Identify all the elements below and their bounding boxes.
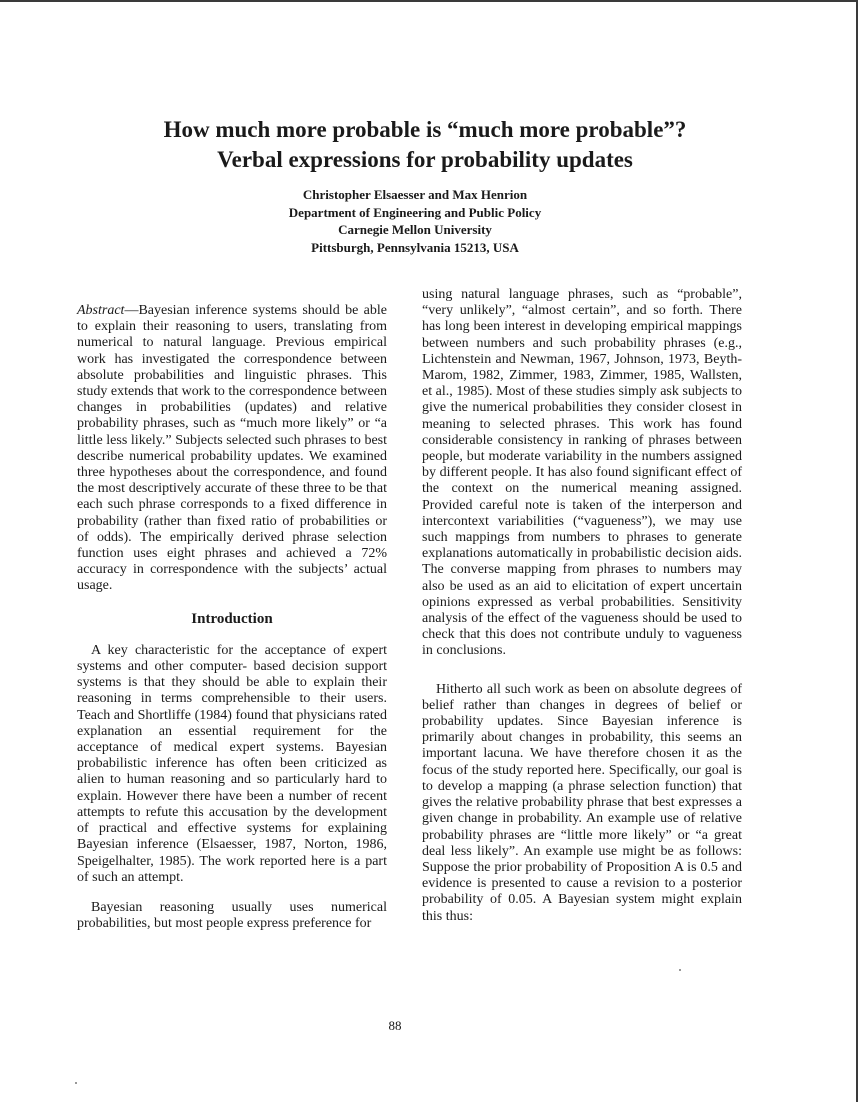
abstract-paragraph	[77, 303, 387, 595]
author-block	[100, 186, 730, 256]
intro-paragraph-2: Bayesian reasoning usually uses numerical probabilities, but most people express preference for	[77, 899, 387, 932]
scan-border-top	[0, 0, 858, 8]
abstract-text: —Bayesian inference systems should be able to explain their reasoning to users, translating from numerical to natural language. Previous empirical work has investigated the correspondence between absolute probabilities and linguistic phrases. This study extends that work to the correspondence between changes in probabilities (updates) and relative probability phrases, such as “much more likely” or “a little less likely.” Subjects selected such phrases to best describe numerical probability updates. We examined three hypotheses about the correspondence, and found the most descriptively accurate of these three to be that each such phrase corresponds to a fixed difference in probability (rather than fixed ratio of probabilities or of odds). The empirically derived phrase selection function uses eight phrases and achieved a 72% accuracy in correspondence with the subjects’ actual usage.	[77, 303, 387, 594]
author-university: Carnegie Mellon University	[338, 222, 492, 237]
author-department: Department of Engineering and Public Policy	[288, 204, 542, 220]
right-paragraph-1: using natural language phrases, such as “probable”, “very unlikely”, “almost certain”, and so forth. There has long been interest in developing empirical mappings between numbers and such probability phrases (e.g., Lichtenstein and Newman, 1967, Johnson, 1973, Beyth-Marom, 1982, Zimmer, 1983, Zimmer, 1985, Wallsten, et al., 1985). Most of these studies simply ask subjects to give the numerical probabilities they consider closest in meaning to selected phrases. This work has found considerable consistency in ranking of phrases between people, but moderate variability in the numbers assigned by different people. It has also found significant effect of the context on the numerical meaning assigned. Provided careful note is taken of the interperson and intercontext variabilities (“vagueness”), we may use such mappings from numbers to phrases to generate explanations automatically in probabilistic decision aids. The converse mapping from phrases to numbers may also be used as an aid to elicitation of expert uncertain opinions expressed as verbal probabilities. Sensitivity analysis of the effect of the vagueness should be used to check that this does not contribute unduly to vagueness in conclusions.	[422, 287, 742, 659]
left-column	[77, 303, 387, 932]
right-column	[422, 287, 742, 925]
title-line-2: Verbal expressions for probability updates	[217, 147, 633, 172]
paper-title	[60, 115, 790, 175]
author-address: Pittsburgh, Pennsylvania 15213, USA	[311, 239, 519, 255]
right-paragraph-2: Hitherto all such work as been on absolute degrees of belief rather than changes in degrees of belief or probability updates. Since Bayesian inference is primarily about changes in probability, this seems an important lacuna. We have therefore chosen it as the focus of the study reported here. Specifically, our goal is to develop a mapping (a phrase selection function) that gives the relative probability phrase that best expresses a given change in probability. An example use of relative probability phrases are “little more likely” or “a great deal less likely”. An example use might be as follows: Suppose the prior probability of Proposition A is 0.5 and evidence is presented to cause a revision to a posterior probability of 0.05. A Bayesian system might explain this thus:	[422, 681, 742, 924]
page-number: 88	[388, 1018, 402, 1033]
abstract-label: Abstract	[77, 303, 125, 318]
scan-speck	[75, 1082, 77, 1084]
scan-speck	[679, 969, 681, 971]
author-names: Christopher Elsaesser and Max Henrion	[302, 187, 528, 202]
intro-paragraph-1: A key characteristic for the acceptance of expert systems and other computer- based decision support systems is that they should be able to explain their reasoning in terms comprehensible to their users. Teach and Shortliffe (1984) found that physicians rated explanation an essential requirement for the acceptance of medical expert systems. Bayesian probabilistic inference has often been criticized as alien to human reasoning and so particularly hard to explain. However there have been a number of recent attempts to refute this accusation by the development of practical and effective systems for explaining Bayesian inference (Elsaesser, 1987, Norton, 1986, Speigelhalter, 1985). The work reported here is a part of such an attempt.	[77, 642, 387, 885]
introduction-heading: Introduction	[191, 610, 273, 627]
title-line-1: How much more probable is “much more probable”?	[163, 117, 687, 142]
